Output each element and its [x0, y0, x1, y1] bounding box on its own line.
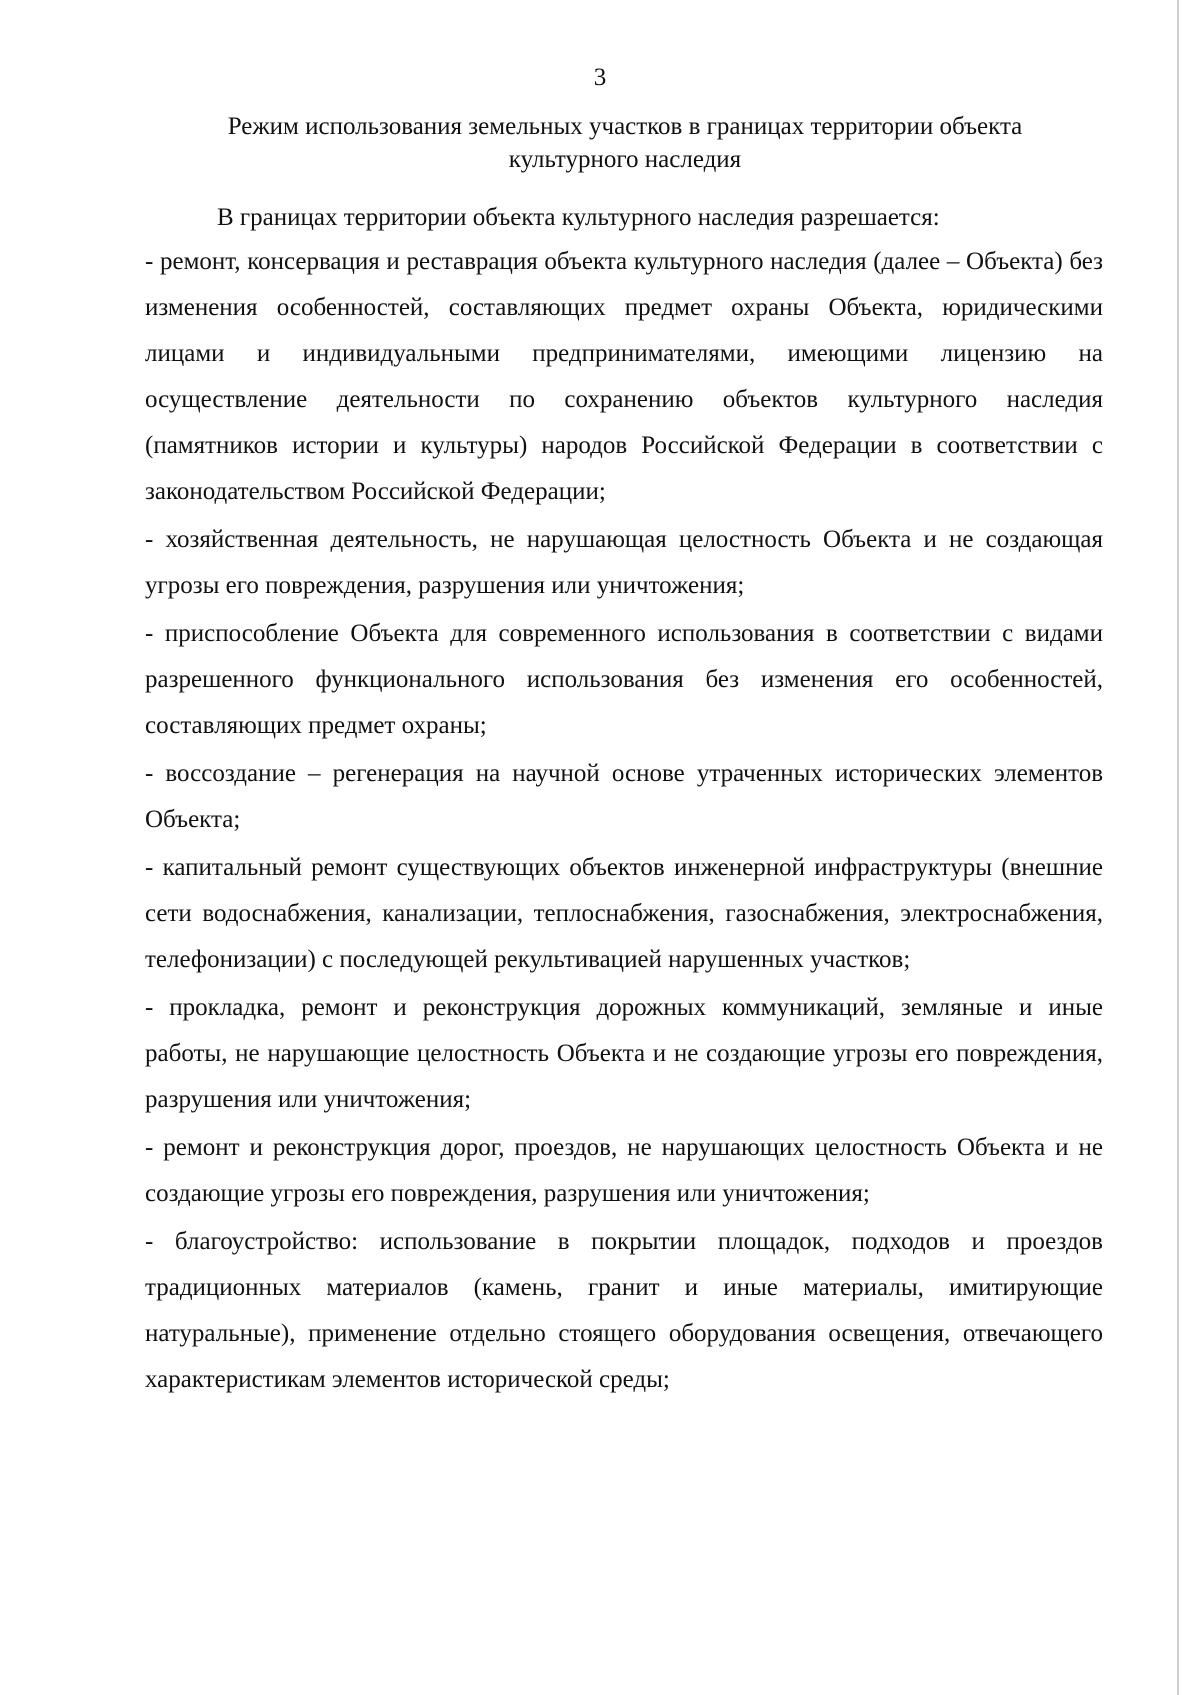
- list-item-recreation: - воссоздание – регенерация на научной основе утраченных исторических элементов Объекта;: [145, 760, 1103, 833]
- list-item-restoration: - ремонт, консервация и реставрация объекта культурного наследия (далее – Объекта) без изменения особенностей, составляющих предмет охраны Объекта, юридическими лицами и индивидуальными предпринимателями, имеющими лицензию на осуществление деятельности по сохранению объектов культурного наследия (памятников истории и культуры) народов Российской Федерации в соответствии с законодательством Российской Федерации;: [145, 248, 1103, 505]
- intro-sentence: В границах территории объекта культурного наследия разрешается:: [217, 204, 940, 231]
- list-item-adaptation: - приспособление Объекта для современного использования в соответствии с видами разрешенного функционального использования без изменения его особенностей, составляющих предмет охраны;: [145, 620, 1103, 739]
- scan-edge-line: [1177, 0, 1179, 1695]
- list-item-road-repair: - ремонт и реконструкция дорог, проездов, не нарушающих целостность Объекта и не создающие угрозы его повреждения, разрушения или уничтожения;: [145, 1134, 1103, 1207]
- page-number: 3: [593, 64, 607, 91]
- list-item-economic-activity: - хозяйственная деятельность, не нарушающая целостность Объекта и не создающая угрозы его повреждения, разрушения или уничтожения;: [145, 526, 1103, 599]
- list-item-road-communications: - прокладка, ремонт и реконструкция дорожных коммуникаций, земляные и иные работы, не нарушающие целостность Объекта и не создающие угрозы его повреждения, разрушения или уничтожения;: [145, 994, 1103, 1113]
- list-item-infrastructure-repair: - капитальный ремонт существующих объектов инженерной инфраструктуры (внешние сети водоснабжения, канализации, теплоснабжения, газоснабжения, электроснабжения, телефонизации) с последующей рекультивацией нарушенных участков;: [145, 854, 1103, 973]
- permitted-activities-list: [145, 239, 1103, 1403]
- section-heading-line-1: Режим использования земельных участков в границах территории объекта: [227, 113, 1023, 140]
- section-heading-line-2: культурного наследия: [508, 146, 742, 173]
- list-item-landscaping: - благоустройство: использование в покрытии площадок, подходов и проездов традиционных материалов (камень, гранит и иные материалы, имитирующие натуральные), применение отдельно стоящего оборудования освещения, отвечающего характеристикам элементов исторической среды;: [145, 1228, 1103, 1393]
